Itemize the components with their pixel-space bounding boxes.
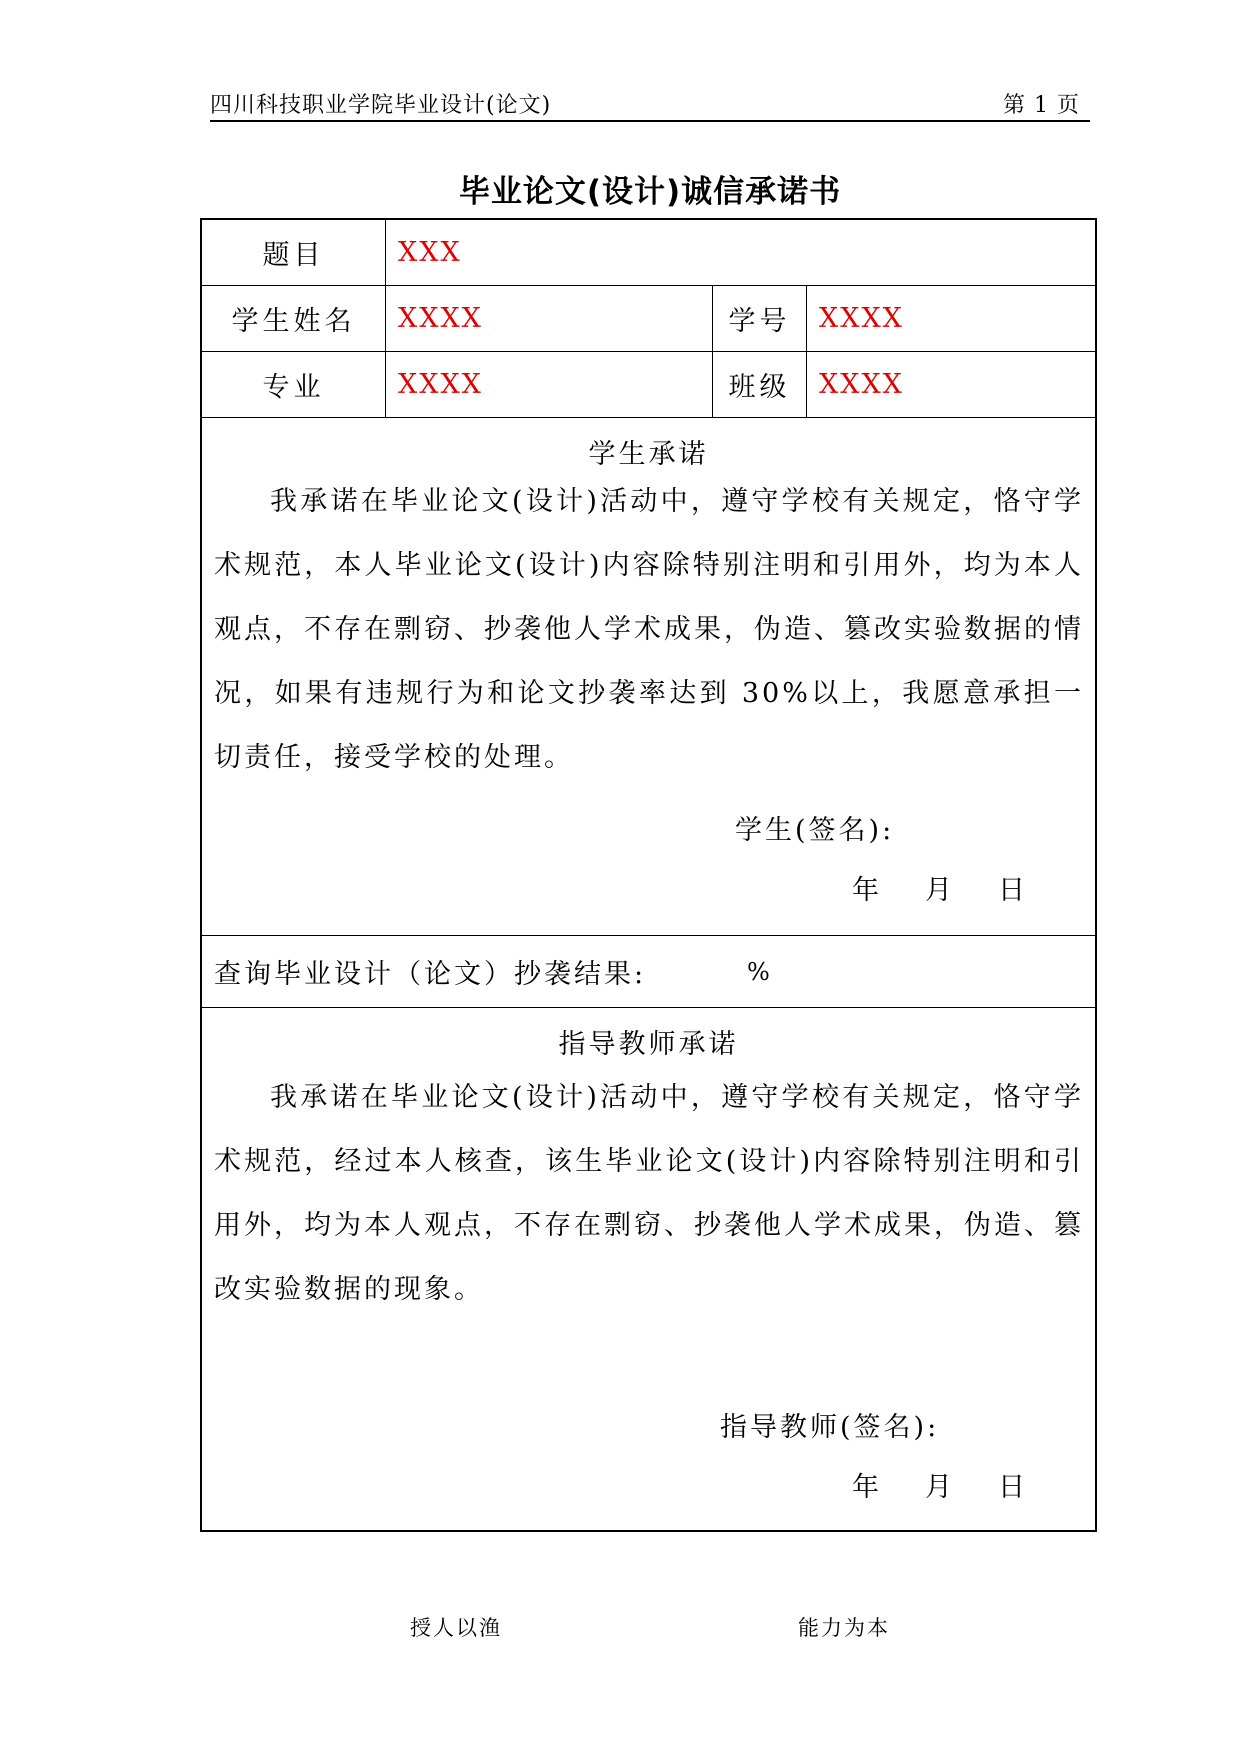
teacher-date-day: 日 [998,1472,1025,1503]
teacher-date-year: 年 [852,1472,879,1503]
student-pledge-text: 我承诺在毕业论文(设计)活动中，遵守学校有关规定，恪守学术规范，本人毕业论文(设计)内容除特别注明和引用外，均为本人观点，不存在剽窃、抄袭他人学术成果，伪造、篡改实验数据的情况，如果有违规行为和论文抄袭率达到 30%以上，我愿意承担一切责任，接受学校的处理。 [214,486,1084,773]
student-pledge-heading: 学生承诺 [588,439,709,470]
student-name-label: 学生姓名 [231,306,356,337]
footer-motto-right: 能力为本 [798,1616,890,1640]
teacher-pledge-section [202,1008,1095,1530]
teacher-signature-label: 指导教师(签名): [720,1412,940,1443]
plagiarism-result-percent[interactable]: % [747,957,770,986]
student-id-value[interactable]: XXXX [806,286,1095,351]
plagiarism-result-row [202,936,1095,1008]
student-name-value[interactable]: XXXX [385,286,712,351]
footer-motto-left: 授人以渔 [410,1616,502,1640]
integrity-form [200,218,1097,1532]
teacher-pledge-text: 我承诺在毕业论文(设计)活动中，遵守学校有关规定，恪守学术规范，经过本人核查，该生毕业论文(设计)内容除特别注明和引用外，均为本人观点，不存在剽窃、抄袭他人学术成果，伪造、篡改实验数据的现象。 [214,1082,1084,1305]
header-school-name: 四川科技职业学院毕业设计(论文) [210,93,552,118]
student-id-label: 学号 [712,286,806,351]
student-date-year: 年 [852,875,879,906]
major-value[interactable]: XXXX [385,352,712,417]
topic-value[interactable]: XXX [385,220,1095,285]
class-value[interactable]: XXXX [806,352,1095,417]
major-label: 专业 [262,372,325,403]
major-row [202,352,1095,418]
class-label: 班级 [712,352,806,417]
topic-label: 题目 [262,240,325,271]
student-date-month: 月 [925,875,952,906]
teacher-pledge-heading: 指导教师承诺 [558,1029,739,1060]
student-signature-label: 学生(签名): [735,815,895,846]
plagiarism-result-label: 查询毕业设计（论文）抄袭结果: [214,959,647,990]
student-pledge-section [202,418,1095,936]
header-page-number: 第 1 页 [1003,93,1080,118]
teacher-date-month: 月 [925,1472,952,1503]
name-row [202,286,1095,352]
topic-row [202,220,1095,286]
document-title: 毕业论文(设计)诚信承诺书 [458,174,842,210]
student-date-day: 日 [998,875,1025,906]
page-header [210,86,1090,122]
